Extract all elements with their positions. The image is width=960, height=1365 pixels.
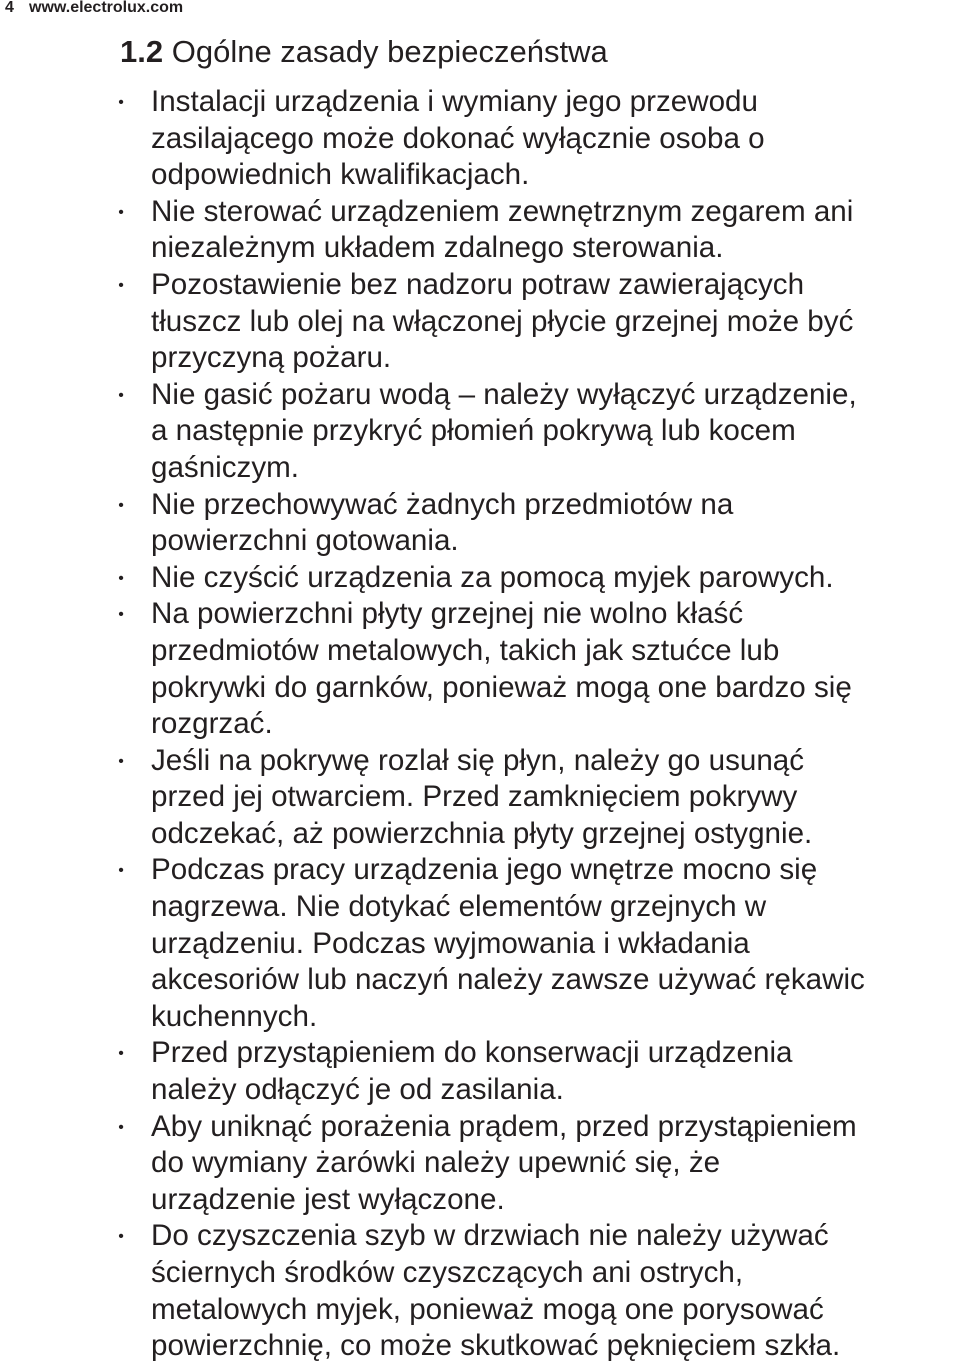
list-item [0,84,960,194]
list-item-line: urządzenie jest wyłączone. [151,1182,505,1216]
list-item-line: odpowiednich kwalifikacjach. [151,158,530,192]
bullet-icon: • [118,276,124,294]
bullet-icon: • [118,203,124,221]
list-item-line: odczekać, aż powierzchnia płyty grzejnej ostygnie. [151,816,813,850]
list-item-line: niezależnym układem zdalnego sterowania. [151,231,724,265]
list-item-line: pokrywki do garnków, ponieważ mogą one bardzo się [151,670,852,704]
bullet-icon: • [118,94,124,111]
list-item-line: kuchennych. [151,999,318,1033]
bullet-icon: • [118,569,124,587]
list-item [0,743,960,853]
list-item-line: Nie przechowywać żadnych przedmiotów na [151,487,734,521]
list-item [0,1218,960,1364]
list-item-line: gaśniczym. [151,450,300,484]
website-url: www.electrolux.com [29,0,184,16]
list-item-line: należy odłączyć je od zasilania. [151,1073,564,1107]
list-item [0,194,960,267]
bullet-icon: • [118,496,124,514]
list-item-line: przyczyną pożaru. [151,341,392,375]
list-item-line: Aby uniknąć porażenia prądem, przed przystąpieniem [151,1109,857,1143]
bullet-icon: • [118,862,124,880]
list-item-line: powierzchnię, co może skutkować pęknięciem szkła. [151,1329,841,1363]
list-item [0,852,960,1035]
bullet-icon: • [118,1118,124,1136]
list-item-line: Przed przystąpieniem do konserwacji urządzenia [151,1036,793,1070]
list-item-line: tłuszcz lub olej na włączonej płycie grzejnej może być [151,304,854,338]
list-item-line: do wymiany żarówki należy upewnić się, że [151,1146,721,1180]
list-item-line: powierzchni gotowania. [151,524,459,558]
list-item-line: metalowych myjek, ponieważ mogą one porysować [151,1292,824,1326]
list-item [0,596,960,742]
list-item [0,560,960,597]
list-item [0,267,960,377]
list-item-line: ściernych środków czyszczących ani ostrych, [151,1256,744,1289]
list-item [0,1109,960,1219]
list-item-line: Do czyszczenia szyb w drzwiach nie należy używać [151,1219,829,1253]
list-item-line: Nie czyścić urządzenia za pomocą myjek parowych. [151,560,834,594]
bullet-icon: • [118,1045,124,1063]
list-item-line: urządzeniu. Podczas wyjmowania i wkładania [151,926,750,960]
section-number: 1.2 [120,34,164,69]
bullet-icon: • [118,752,124,770]
list-item-line: zasilającego może dokonać wyłącznie osoba o [151,121,765,155]
list-item-line: przedmiotów metalowych, takich jak sztućce lub [151,633,780,667]
list-item-line: Podczas pracy urządzenia jego wnętrze mocno się [151,853,818,887]
safety-rules-list [0,84,960,1365]
list-item-line: przed jej otwarciem. Przed zamknięciem pokrywy [151,780,798,814]
list-item-line: a następnie przykryć płomień pokrywą lub kocem [151,414,796,448]
section-title-text: Ogólne zasady bezpieczeństwa [171,34,608,69]
list-item-line: Na powierzchni płyty grzejnej nie wolno kłaść [151,597,744,631]
list-item-line: Instalacji urządzenia i wymiany jego przewodu [151,85,758,118]
bullet-icon: • [118,386,124,404]
list-item-line: rozgrzać. [151,707,273,741]
list-item-line: Pozostawienie bez nadzoru potraw zawierających [151,267,805,301]
page-header [5,0,183,19]
list-item-line: nagrzewa. Nie dotykać elementów grzejnych w [151,890,767,924]
list-item [0,1035,960,1108]
list-item-line: Jeśli na pokrywę rozlał się płyn, należy go usunąć [151,743,805,777]
section-title [120,30,608,74]
list-item-line: Nie gasić pożaru wodą – należy wyłączyć urządzenie, [151,377,857,411]
bullet-icon: • [118,606,124,624]
list-item [0,487,960,560]
list-item-line: akcesoriów lub naczyń należy zawsze używać rękawic [151,963,865,997]
bullet-icon: • [118,1228,124,1246]
list-item [0,377,960,487]
page-number: 4 [5,0,14,16]
list-item-line: Nie sterować urządzeniem zewnętrznym zegarem ani [151,194,854,228]
